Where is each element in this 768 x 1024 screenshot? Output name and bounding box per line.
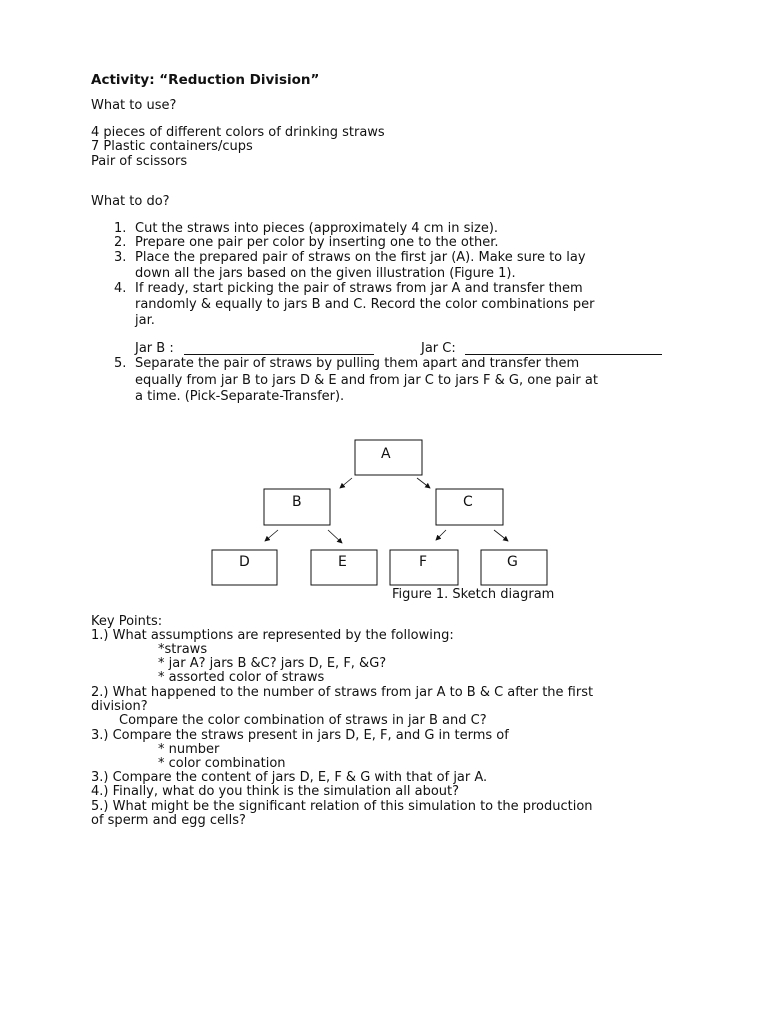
arrow-b-d <box>265 530 278 541</box>
jar-f-label: F <box>419 554 428 570</box>
what-to-use-heading: What to use? <box>91 98 177 113</box>
step-text: equally from jar B to jars D & E and from jar C to jars F & G, one pair at <box>135 373 598 388</box>
arrow-a-b <box>340 478 352 488</box>
key-point-line: 3.) Compare the straws present in jars D, E, F, and G in terms of <box>91 728 509 743</box>
step-number: 5. <box>114 356 127 371</box>
key-points-heading: Key Points: <box>91 614 163 629</box>
step-text: Prepare one pair per color by inserting one to the other. <box>135 235 499 250</box>
key-point-line: 4.) Finally, what do you think is the simulation all about? <box>91 784 460 799</box>
arrow-c-g <box>494 530 508 541</box>
jar-a-label: A <box>381 446 391 462</box>
key-point-line: * color combination <box>158 756 286 771</box>
step-number: 2. <box>114 235 127 250</box>
key-point-line: * jar A? jars B &C? jars D, E, F, &G? <box>158 656 387 671</box>
key-point-line: of sperm and egg cells? <box>91 813 246 828</box>
step-text: a time. (Pick-Separate-Transfer). <box>135 389 345 404</box>
step-text: Cut the straws into pieces (approximately 4 cm in size). <box>135 221 499 236</box>
jar-b-label: B <box>292 494 302 510</box>
step-number: 1. <box>114 221 127 236</box>
key-point-line: 3.) Compare the content of jars D, E, F & G with that of jar A. <box>91 770 488 785</box>
key-point-line: *straws <box>158 642 208 657</box>
step-text: Place the prepared pair of straws on the first jar (A). Make sure to lay <box>135 250 586 265</box>
arrow-a-c <box>417 478 430 488</box>
step-text: down all the jars based on the given illustration (Figure 1). <box>135 266 516 281</box>
key-point-line: Compare the color combination of straws in jar B and C? <box>119 713 487 728</box>
arrow-c-f <box>436 530 446 540</box>
key-point-line: * number <box>158 742 220 757</box>
key-point-line: * assorted color of straws <box>158 670 325 685</box>
jar-g-label: G <box>507 554 518 570</box>
material-item: 7 Plastic containers/cups <box>91 139 253 154</box>
step-text: randomly & equally to jars B and C. Record the color combinations per <box>135 297 595 312</box>
step-text: If ready, start picking the pair of straws from jar A and transfer them <box>135 281 583 296</box>
activity-title: Activity: “Reduction Division” <box>91 72 320 88</box>
material-item: 4 pieces of different colors of drinking straws <box>91 125 385 140</box>
jar-d-label: D <box>239 554 250 570</box>
key-point-line: division? <box>91 699 148 714</box>
key-point-line: 1.) What assumptions are represented by the following: <box>91 628 454 643</box>
jar-b-label: Jar B : <box>135 341 174 356</box>
what-to-do-heading: What to do? <box>91 194 170 209</box>
step-number: 4. <box>114 281 127 296</box>
key-point-line: 5.) What might be the significant relation of this simulation to the production <box>91 799 593 814</box>
arrow-b-e <box>328 530 342 543</box>
material-item: Pair of scissors <box>91 154 188 169</box>
step-text: jar. <box>135 313 155 328</box>
figure-caption: Figure 1. Sketch diagram <box>392 587 555 602</box>
jar-e-label: E <box>338 554 347 570</box>
jar-c-label: Jar C: <box>421 341 456 356</box>
jar-c-label: C <box>463 494 473 510</box>
step-text: Separate the pair of straws by pulling them apart and transfer them <box>135 356 580 371</box>
step-number: 3. <box>114 250 127 265</box>
key-point-line: 2.) What happened to the number of straws from jar A to B & C after the first <box>91 685 594 700</box>
